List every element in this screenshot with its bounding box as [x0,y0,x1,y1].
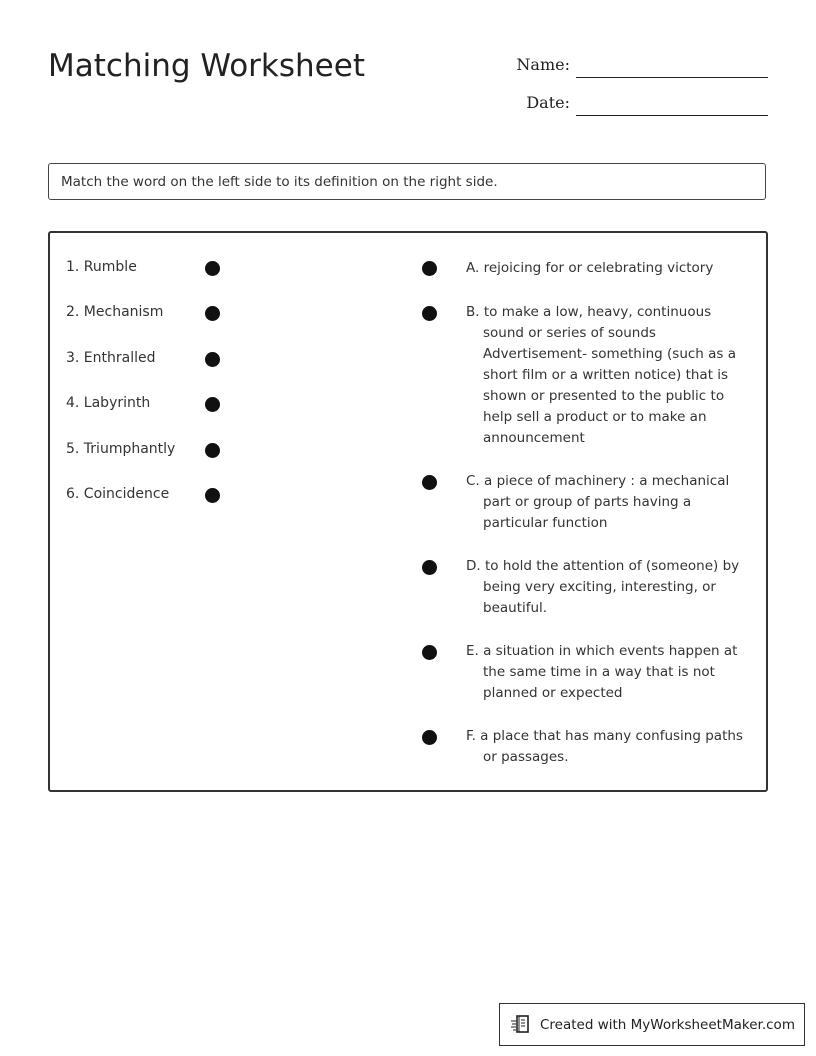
definition-dot-d[interactable] [422,560,437,575]
definition-c-first-line: C. a piece of machinery : a mechanical [466,473,730,489]
worksheet-maker-logo-icon [510,1014,532,1036]
name-line[interactable] [576,77,768,78]
word-item-6: 6. Coincidence [66,486,170,502]
footer-text[interactable]: Created with MyWorksheetMaker.com [540,1016,795,1033]
definition-e-first-line: E. a situation in which events happen at [466,643,738,659]
date-field[interactable] [500,86,768,116]
word-item-3: 3. Enthralled [66,350,156,366]
definition-dot-a[interactable] [422,261,437,276]
name-label: Name: [516,55,570,74]
definition-dot-c[interactable] [422,475,437,490]
definition-f-rest: or passages. [483,749,569,765]
definition-b-rest: sound or series of sounds Advertisement- something (such as a short film or a written notice) that is shown or presented to the public to help sell a product or to make an announcement [483,325,737,446]
date-line[interactable] [576,115,768,116]
definition-b-first-line: B. to make a low, heavy, continuous [466,304,712,320]
definition-dot-e[interactable] [422,645,437,660]
definition-a-first-line: A. rejoicing for or celebrating victory [466,260,714,276]
word-dot-5[interactable] [205,443,220,458]
word-dot-3[interactable] [205,352,220,367]
definition-e-rest: the same time in a way that is not planned or expected [483,664,715,701]
word-dot-4[interactable] [205,397,220,412]
definition-item-d [466,556,756,619]
word-item-1: 1. Rumble [66,259,137,275]
word-item-5: 5. Triumphantly [66,441,176,457]
name-field[interactable] [500,48,768,78]
definition-d-first-line: D. to hold the attention of (someone) by [466,558,740,574]
definition-dot-b[interactable] [422,306,437,321]
page-title: Matching Worksheet [48,48,365,84]
definition-item-f [466,726,756,768]
definition-c-rest: part or group of parts having a particular function [483,494,692,531]
definition-item-a [466,258,756,279]
definition-item-e [466,641,756,704]
word-dot-2[interactable] [205,306,220,321]
definition-dot-f[interactable] [422,730,437,745]
definition-item-b [466,302,756,449]
definition-f-first-line: F. a place that has many confusing paths [466,728,743,744]
definition-d-rest: being very exciting, interesting, or beautiful. [483,579,716,616]
date-label: Date: [526,93,570,112]
footer-credit-box[interactable] [499,1003,805,1046]
word-dot-1[interactable] [205,261,220,276]
word-item-4: 4. Labyrinth [66,395,151,411]
word-item-2: 2. Mechanism [66,304,164,320]
word-dot-6[interactable] [205,488,220,503]
instructions-box: Match the word on the left side to its definition on the right side. [48,163,766,200]
definition-item-c [466,471,756,534]
